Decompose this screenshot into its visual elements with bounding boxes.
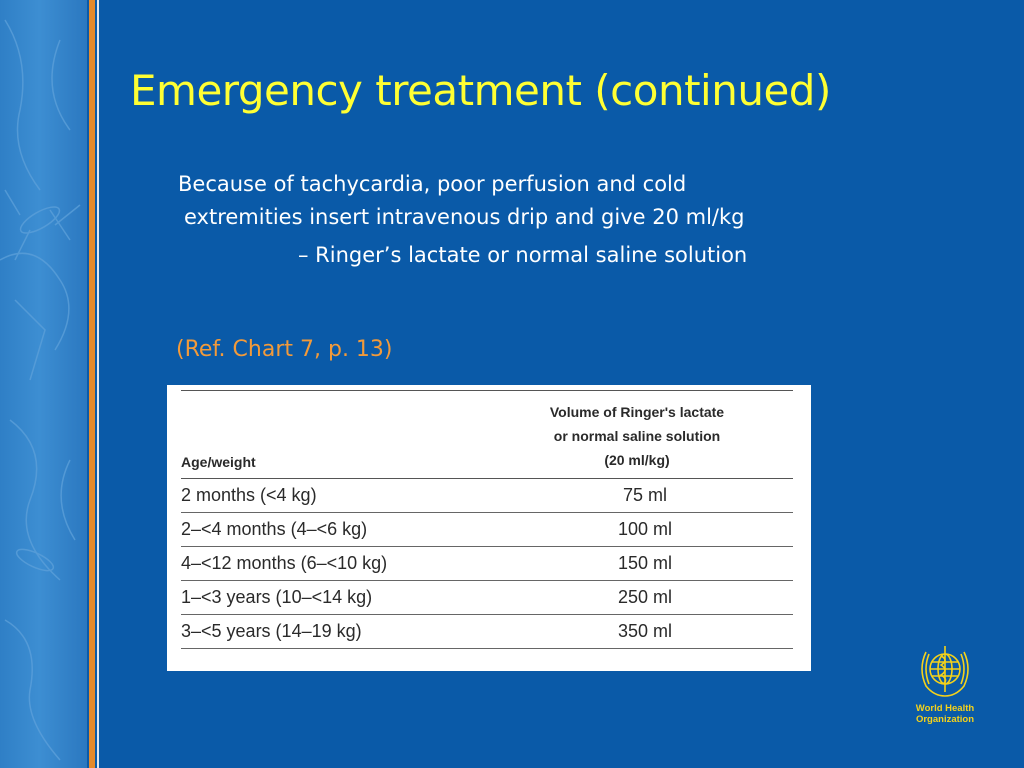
- body-line-2: extremities insert intravenous drip and give 20 ml/kg: [184, 205, 745, 229]
- cell-volume: 250 ml: [481, 581, 793, 615]
- slide-title: Emergency treatment (continued): [130, 66, 831, 115]
- decorative-left-panel: [0, 0, 87, 768]
- table-row: [181, 581, 793, 615]
- cell-age-weight: 2 months (<4 kg): [181, 479, 481, 513]
- accent-bar: [89, 0, 95, 768]
- cell-age-weight: 3–<5 years (14–19 kg): [181, 615, 481, 649]
- cell-age-weight: 4–<12 months (6–<10 kg): [181, 547, 481, 581]
- header-volume-line-1: Volume of Ringer's lactate: [549, 404, 725, 420]
- body-paragraph: [178, 168, 878, 234]
- who-name-line-2: Organization: [915, 714, 975, 725]
- chart-reference: (Ref. Chart 7, p. 13): [176, 337, 393, 362]
- cell-age-weight: 2–<4 months (4–<6 kg): [181, 513, 481, 547]
- who-name: [912, 703, 978, 725]
- table-row: [181, 547, 793, 581]
- dosage-table-card: [167, 385, 811, 671]
- table-row: [181, 479, 793, 513]
- table-row: [181, 615, 793, 649]
- cell-volume: 150 ml: [481, 547, 793, 581]
- table-row: [181, 513, 793, 547]
- header-age-weight: Age/weight: [181, 391, 481, 479]
- cell-age-weight: 1–<3 years (10–<14 kg): [181, 581, 481, 615]
- header-volume: [481, 391, 793, 479]
- who-emblem-icon: [912, 642, 978, 700]
- table-header-row: [181, 391, 793, 479]
- divider-line: [97, 0, 99, 768]
- cell-volume: 350 ml: [481, 615, 793, 649]
- dosage-table: [181, 390, 793, 649]
- sub-bullet: – Ringer’s lactate or normal saline solution: [298, 243, 748, 267]
- cell-volume: 75 ml: [481, 479, 793, 513]
- who-logo: [912, 642, 978, 732]
- mosquito-pattern-icon: [0, 0, 87, 768]
- header-volume-line-3: (20 ml/kg): [604, 452, 670, 468]
- header-volume-line-2: or normal saline solution: [553, 428, 721, 444]
- who-name-line-1: World Health: [915, 703, 975, 714]
- cell-volume: 100 ml: [481, 513, 793, 547]
- body-line-1: Because of tachycardia, poor perfusion and cold: [178, 172, 687, 196]
